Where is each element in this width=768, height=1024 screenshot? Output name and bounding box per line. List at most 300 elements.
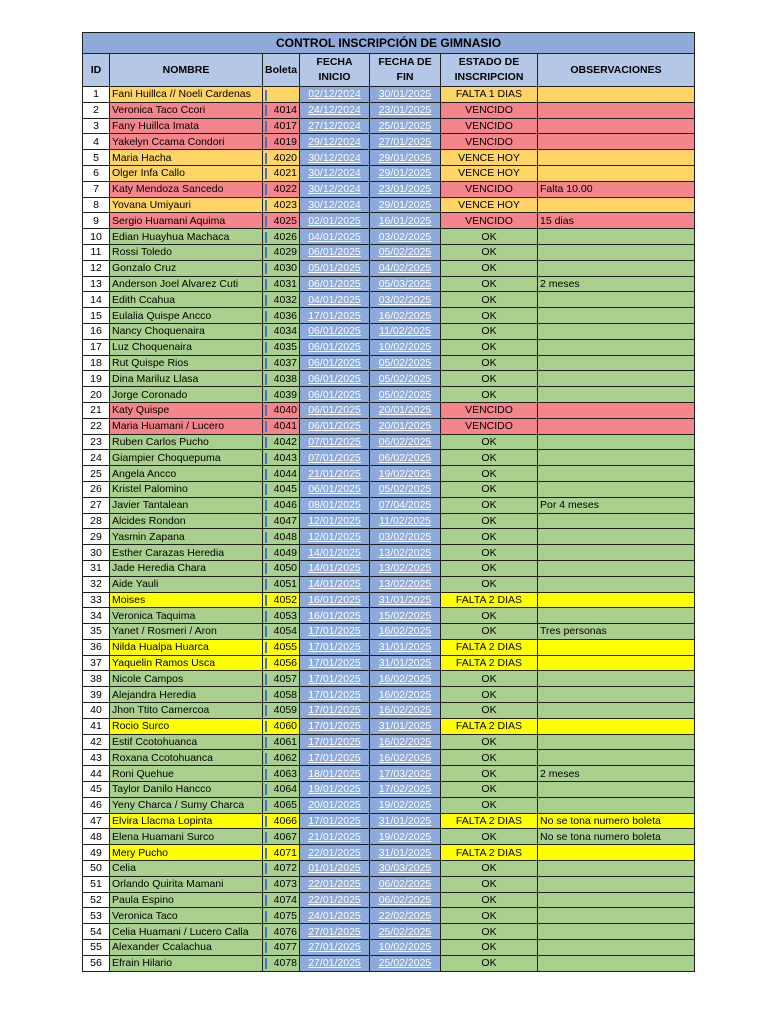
header-boleta[interactable]: Boleta	[263, 54, 300, 87]
cell-boleta[interactable]	[263, 876, 300, 892]
cell-nombre[interactable]	[110, 308, 263, 324]
cell-estado[interactable]	[441, 576, 538, 592]
cell-boleta[interactable]	[263, 513, 300, 529]
table-row[interactable]	[83, 703, 695, 719]
cell-nombre[interactable]	[110, 829, 263, 845]
cell-estado[interactable]	[441, 402, 538, 418]
cell-estado[interactable]	[441, 892, 538, 908]
cell-nombre[interactable]	[110, 292, 263, 308]
cell-id[interactable]	[83, 213, 110, 229]
table-row[interactable]	[83, 734, 695, 750]
table-row[interactable]	[83, 308, 695, 324]
cell-fecha-fin[interactable]	[370, 434, 441, 450]
cell-fecha-inicio[interactable]	[300, 165, 370, 181]
table-row[interactable]	[83, 181, 695, 197]
cell-id[interactable]	[83, 797, 110, 813]
cell-observaciones[interactable]	[538, 576, 695, 592]
cell-id[interactable]	[83, 782, 110, 798]
cell-fecha-fin[interactable]	[370, 703, 441, 719]
cell-fecha-inicio[interactable]	[300, 655, 370, 671]
cell-boleta[interactable]	[263, 924, 300, 940]
cell-estado[interactable]	[441, 687, 538, 703]
cell-observaciones[interactable]	[538, 181, 695, 197]
cell-fecha-inicio[interactable]	[300, 592, 370, 608]
cell-fecha-fin[interactable]	[370, 845, 441, 861]
table-row[interactable]	[83, 481, 695, 497]
cell-id[interactable]	[83, 908, 110, 924]
cell-nombre[interactable]	[110, 387, 263, 403]
cell-boleta[interactable]	[263, 418, 300, 434]
cell-boleta[interactable]	[263, 481, 300, 497]
cell-fecha-fin[interactable]	[370, 229, 441, 245]
cell-fecha-fin[interactable]	[370, 150, 441, 166]
cell-estado[interactable]	[441, 244, 538, 260]
table-row[interactable]	[83, 750, 695, 766]
table-row[interactable]	[83, 513, 695, 529]
cell-nombre[interactable]	[110, 197, 263, 213]
cell-nombre[interactable]	[110, 545, 263, 561]
cell-estado[interactable]	[441, 118, 538, 134]
cell-boleta[interactable]	[263, 434, 300, 450]
cell-fecha-inicio[interactable]	[300, 497, 370, 513]
cell-boleta[interactable]	[263, 734, 300, 750]
cell-boleta[interactable]	[263, 703, 300, 719]
cell-observaciones[interactable]	[538, 213, 695, 229]
cell-boleta[interactable]	[263, 197, 300, 213]
cell-fecha-fin[interactable]	[370, 481, 441, 497]
table-row[interactable]	[83, 576, 695, 592]
cell-nombre[interactable]	[110, 181, 263, 197]
cell-estado[interactable]	[441, 229, 538, 245]
cell-fecha-fin[interactable]	[370, 260, 441, 276]
cell-fecha-fin[interactable]	[370, 118, 441, 134]
cell-boleta[interactable]	[263, 387, 300, 403]
cell-fecha-inicio[interactable]	[300, 434, 370, 450]
cell-nombre[interactable]	[110, 908, 263, 924]
cell-nombre[interactable]	[110, 750, 263, 766]
cell-boleta[interactable]	[263, 87, 300, 103]
cell-id[interactable]	[83, 434, 110, 450]
cell-nombre[interactable]	[110, 434, 263, 450]
cell-fecha-inicio[interactable]	[300, 371, 370, 387]
cell-estado[interactable]	[441, 181, 538, 197]
cell-observaciones[interactable]	[538, 687, 695, 703]
cell-boleta[interactable]	[263, 671, 300, 687]
table-row[interactable]	[83, 639, 695, 655]
table-row[interactable]	[83, 323, 695, 339]
cell-boleta[interactable]	[263, 797, 300, 813]
table-row[interactable]	[83, 560, 695, 576]
table-row[interactable]	[83, 608, 695, 624]
cell-fecha-inicio[interactable]	[300, 450, 370, 466]
cell-boleta[interactable]	[263, 466, 300, 482]
cell-boleta[interactable]	[263, 371, 300, 387]
cell-nombre[interactable]	[110, 655, 263, 671]
cell-estado[interactable]	[441, 592, 538, 608]
cell-id[interactable]	[83, 481, 110, 497]
cell-fecha-inicio[interactable]	[300, 734, 370, 750]
cell-observaciones[interactable]	[538, 655, 695, 671]
cell-fecha-inicio[interactable]	[300, 576, 370, 592]
cell-fecha-inicio[interactable]	[300, 845, 370, 861]
cell-fecha-fin[interactable]	[370, 687, 441, 703]
cell-estado[interactable]	[441, 624, 538, 640]
cell-estado[interactable]	[441, 497, 538, 513]
cell-fecha-inicio[interactable]	[300, 940, 370, 956]
cell-estado[interactable]	[441, 529, 538, 545]
cell-estado[interactable]	[441, 655, 538, 671]
cell-fecha-inicio[interactable]	[300, 229, 370, 245]
cell-id[interactable]	[83, 639, 110, 655]
cell-nombre[interactable]	[110, 876, 263, 892]
cell-observaciones[interactable]	[538, 703, 695, 719]
cell-observaciones[interactable]	[538, 497, 695, 513]
cell-observaciones[interactable]	[538, 529, 695, 545]
cell-id[interactable]	[83, 402, 110, 418]
cell-fecha-fin[interactable]	[370, 102, 441, 118]
cell-fecha-inicio[interactable]	[300, 766, 370, 782]
cell-boleta[interactable]	[263, 908, 300, 924]
cell-fecha-inicio[interactable]	[300, 829, 370, 845]
cell-nombre[interactable]	[110, 955, 263, 971]
cell-observaciones[interactable]	[538, 355, 695, 371]
cell-estado[interactable]	[441, 418, 538, 434]
cell-id[interactable]	[83, 703, 110, 719]
cell-nombre[interactable]	[110, 940, 263, 956]
cell-boleta[interactable]	[263, 276, 300, 292]
cell-boleta[interactable]	[263, 655, 300, 671]
cell-fecha-inicio[interactable]	[300, 402, 370, 418]
cell-fecha-inicio[interactable]	[300, 861, 370, 877]
cell-observaciones[interactable]	[538, 545, 695, 561]
cell-id[interactable]	[83, 87, 110, 103]
cell-nombre[interactable]	[110, 402, 263, 418]
cell-nombre[interactable]	[110, 339, 263, 355]
header-fecha-fin[interactable]: FECHA DE FIN	[370, 54, 441, 87]
cell-observaciones[interactable]	[538, 244, 695, 260]
cell-id[interactable]	[83, 418, 110, 434]
cell-fecha-fin[interactable]	[370, 276, 441, 292]
cell-boleta[interactable]	[263, 260, 300, 276]
cell-observaciones[interactable]	[538, 750, 695, 766]
cell-fecha-inicio[interactable]	[300, 750, 370, 766]
cell-id[interactable]	[83, 497, 110, 513]
table-row[interactable]	[83, 102, 695, 118]
table-row[interactable]	[83, 402, 695, 418]
cell-fecha-fin[interactable]	[370, 213, 441, 229]
cell-estado[interactable]	[441, 308, 538, 324]
cell-nombre[interactable]	[110, 639, 263, 655]
cell-boleta[interactable]	[263, 402, 300, 418]
cell-id[interactable]	[83, 387, 110, 403]
cell-observaciones[interactable]	[538, 323, 695, 339]
cell-boleta[interactable]	[263, 244, 300, 260]
cell-fecha-fin[interactable]	[370, 134, 441, 150]
cell-observaciones[interactable]	[538, 276, 695, 292]
table-row[interactable]	[83, 940, 695, 956]
cell-boleta[interactable]	[263, 608, 300, 624]
cell-boleta[interactable]	[263, 292, 300, 308]
cell-id[interactable]	[83, 655, 110, 671]
cell-id[interactable]	[83, 339, 110, 355]
cell-fecha-fin[interactable]	[370, 940, 441, 956]
cell-id[interactable]	[83, 671, 110, 687]
table-row[interactable]	[83, 355, 695, 371]
cell-estado[interactable]	[441, 750, 538, 766]
cell-observaciones[interactable]	[538, 861, 695, 877]
cell-nombre[interactable]	[110, 734, 263, 750]
cell-fecha-inicio[interactable]	[300, 876, 370, 892]
cell-fecha-fin[interactable]	[370, 308, 441, 324]
cell-boleta[interactable]	[263, 829, 300, 845]
cell-fecha-fin[interactable]	[370, 576, 441, 592]
cell-id[interactable]	[83, 750, 110, 766]
table-row[interactable]	[83, 87, 695, 103]
cell-nombre[interactable]	[110, 782, 263, 798]
cell-nombre[interactable]	[110, 229, 263, 245]
cell-estado[interactable]	[441, 150, 538, 166]
cell-estado[interactable]	[441, 908, 538, 924]
cell-boleta[interactable]	[263, 592, 300, 608]
cell-observaciones[interactable]	[538, 450, 695, 466]
cell-observaciones[interactable]	[538, 671, 695, 687]
cell-id[interactable]	[83, 924, 110, 940]
cell-fecha-inicio[interactable]	[300, 529, 370, 545]
cell-fecha-inicio[interactable]	[300, 924, 370, 940]
cell-estado[interactable]	[441, 87, 538, 103]
cell-observaciones[interactable]	[538, 102, 695, 118]
table-row[interactable]	[83, 687, 695, 703]
cell-estado[interactable]	[441, 292, 538, 308]
cell-observaciones[interactable]	[538, 339, 695, 355]
cell-observaciones[interactable]	[538, 734, 695, 750]
cell-fecha-fin[interactable]	[370, 734, 441, 750]
cell-boleta[interactable]	[263, 766, 300, 782]
cell-fecha-inicio[interactable]	[300, 308, 370, 324]
cell-fecha-inicio[interactable]	[300, 260, 370, 276]
cell-fecha-fin[interactable]	[370, 244, 441, 260]
cell-boleta[interactable]	[263, 150, 300, 166]
cell-fecha-inicio[interactable]	[300, 782, 370, 798]
cell-boleta[interactable]	[263, 782, 300, 798]
cell-fecha-fin[interactable]	[370, 624, 441, 640]
cell-fecha-inicio[interactable]	[300, 955, 370, 971]
cell-estado[interactable]	[441, 703, 538, 719]
cell-estado[interactable]	[441, 513, 538, 529]
cell-fecha-fin[interactable]	[370, 545, 441, 561]
cell-fecha-fin[interactable]	[370, 418, 441, 434]
cell-id[interactable]	[83, 813, 110, 829]
cell-boleta[interactable]	[263, 718, 300, 734]
cell-observaciones[interactable]	[538, 813, 695, 829]
cell-fecha-inicio[interactable]	[300, 481, 370, 497]
table-row[interactable]	[83, 766, 695, 782]
table-row[interactable]	[83, 892, 695, 908]
cell-estado[interactable]	[441, 718, 538, 734]
cell-id[interactable]	[83, 892, 110, 908]
cell-fecha-inicio[interactable]	[300, 292, 370, 308]
cell-estado[interactable]	[441, 829, 538, 845]
cell-fecha-fin[interactable]	[370, 181, 441, 197]
cell-fecha-fin[interactable]	[370, 592, 441, 608]
cell-nombre[interactable]	[110, 418, 263, 434]
cell-observaciones[interactable]	[538, 150, 695, 166]
cell-nombre[interactable]	[110, 102, 263, 118]
cell-id[interactable]	[83, 545, 110, 561]
cell-nombre[interactable]	[110, 861, 263, 877]
cell-boleta[interactable]	[263, 339, 300, 355]
cell-nombre[interactable]	[110, 355, 263, 371]
header-estado[interactable]: ESTADO DE INSCRIPCION	[441, 54, 538, 87]
cell-estado[interactable]	[441, 102, 538, 118]
cell-estado[interactable]	[441, 276, 538, 292]
cell-nombre[interactable]	[110, 165, 263, 181]
table-row[interactable]	[83, 782, 695, 798]
table-row[interactable]	[83, 829, 695, 845]
cell-fecha-fin[interactable]	[370, 323, 441, 339]
cell-boleta[interactable]	[263, 323, 300, 339]
cell-boleta[interactable]	[263, 497, 300, 513]
cell-nombre[interactable]	[110, 323, 263, 339]
cell-id[interactable]	[83, 734, 110, 750]
cell-fecha-fin[interactable]	[370, 450, 441, 466]
cell-id[interactable]	[83, 308, 110, 324]
cell-fecha-inicio[interactable]	[300, 703, 370, 719]
cell-observaciones[interactable]	[538, 118, 695, 134]
table-row[interactable]	[83, 134, 695, 150]
cell-estado[interactable]	[441, 197, 538, 213]
cell-fecha-inicio[interactable]	[300, 687, 370, 703]
cell-fecha-inicio[interactable]	[300, 718, 370, 734]
cell-id[interactable]	[83, 165, 110, 181]
cell-estado[interactable]	[441, 813, 538, 829]
cell-id[interactable]	[83, 829, 110, 845]
cell-boleta[interactable]	[263, 213, 300, 229]
cell-observaciones[interactable]	[538, 165, 695, 181]
cell-fecha-inicio[interactable]	[300, 355, 370, 371]
header-fecha-inicio[interactable]: FECHA INICIO	[300, 54, 370, 87]
cell-estado[interactable]	[441, 560, 538, 576]
cell-boleta[interactable]	[263, 687, 300, 703]
cell-fecha-fin[interactable]	[370, 292, 441, 308]
cell-boleta[interactable]	[263, 750, 300, 766]
cell-observaciones[interactable]	[538, 292, 695, 308]
table-row[interactable]	[83, 434, 695, 450]
cell-fecha-fin[interactable]	[370, 197, 441, 213]
cell-estado[interactable]	[441, 734, 538, 750]
cell-estado[interactable]	[441, 545, 538, 561]
cell-fecha-fin[interactable]	[370, 813, 441, 829]
cell-id[interactable]	[83, 560, 110, 576]
table-row[interactable]	[83, 150, 695, 166]
cell-fecha-fin[interactable]	[370, 466, 441, 482]
cell-observaciones[interactable]	[538, 892, 695, 908]
cell-boleta[interactable]	[263, 845, 300, 861]
cell-boleta[interactable]	[263, 450, 300, 466]
cell-nombre[interactable]	[110, 371, 263, 387]
cell-fecha-fin[interactable]	[370, 165, 441, 181]
cell-observaciones[interactable]	[538, 955, 695, 971]
cell-observaciones[interactable]	[538, 908, 695, 924]
cell-fecha-inicio[interactable]	[300, 118, 370, 134]
cell-id[interactable]	[83, 229, 110, 245]
header-observaciones[interactable]: OBSERVACIONES	[538, 54, 695, 87]
cell-id[interactable]	[83, 371, 110, 387]
cell-fecha-inicio[interactable]	[300, 339, 370, 355]
cell-nombre[interactable]	[110, 260, 263, 276]
cell-fecha-fin[interactable]	[370, 782, 441, 798]
cell-boleta[interactable]	[263, 560, 300, 576]
cell-fecha-fin[interactable]	[370, 861, 441, 877]
table-row[interactable]	[83, 339, 695, 355]
cell-id[interactable]	[83, 955, 110, 971]
cell-boleta[interactable]	[263, 118, 300, 134]
cell-id[interactable]	[83, 766, 110, 782]
cell-observaciones[interactable]	[538, 434, 695, 450]
cell-fecha-fin[interactable]	[370, 924, 441, 940]
cell-nombre[interactable]	[110, 481, 263, 497]
cell-observaciones[interactable]	[538, 608, 695, 624]
cell-id[interactable]	[83, 134, 110, 150]
cell-boleta[interactable]	[263, 134, 300, 150]
cell-boleta[interactable]	[263, 892, 300, 908]
table-row[interactable]	[83, 924, 695, 940]
cell-fecha-fin[interactable]	[370, 655, 441, 671]
cell-estado[interactable]	[441, 845, 538, 861]
cell-id[interactable]	[83, 687, 110, 703]
cell-estado[interactable]	[441, 434, 538, 450]
cell-fecha-inicio[interactable]	[300, 813, 370, 829]
cell-nombre[interactable]	[110, 529, 263, 545]
cell-observaciones[interactable]	[538, 308, 695, 324]
table-row[interactable]	[83, 655, 695, 671]
table-row[interactable]	[83, 497, 695, 513]
cell-observaciones[interactable]	[538, 639, 695, 655]
table-row[interactable]	[83, 213, 695, 229]
cell-fecha-inicio[interactable]	[300, 150, 370, 166]
cell-fecha-inicio[interactable]	[300, 244, 370, 260]
cell-fecha-inicio[interactable]	[300, 545, 370, 561]
cell-boleta[interactable]	[263, 861, 300, 877]
cell-fecha-inicio[interactable]	[300, 892, 370, 908]
cell-boleta[interactable]	[263, 165, 300, 181]
table-row[interactable]	[83, 387, 695, 403]
cell-id[interactable]	[83, 292, 110, 308]
cell-estado[interactable]	[441, 955, 538, 971]
cell-boleta[interactable]	[263, 308, 300, 324]
table-row[interactable]	[83, 244, 695, 260]
table-row[interactable]	[83, 529, 695, 545]
cell-fecha-fin[interactable]	[370, 718, 441, 734]
cell-observaciones[interactable]	[538, 229, 695, 245]
cell-fecha-fin[interactable]	[370, 750, 441, 766]
cell-id[interactable]	[83, 592, 110, 608]
cell-estado[interactable]	[441, 639, 538, 655]
table-row[interactable]	[83, 276, 695, 292]
cell-nombre[interactable]	[110, 892, 263, 908]
cell-fecha-inicio[interactable]	[300, 87, 370, 103]
cell-estado[interactable]	[441, 481, 538, 497]
cell-nombre[interactable]	[110, 497, 263, 513]
cell-boleta[interactable]	[263, 545, 300, 561]
table-row[interactable]	[83, 908, 695, 924]
cell-fecha-fin[interactable]	[370, 608, 441, 624]
cell-observaciones[interactable]	[538, 466, 695, 482]
cell-fecha-inicio[interactable]	[300, 624, 370, 640]
table-row[interactable]	[83, 592, 695, 608]
cell-nombre[interactable]	[110, 576, 263, 592]
cell-nombre[interactable]	[110, 134, 263, 150]
